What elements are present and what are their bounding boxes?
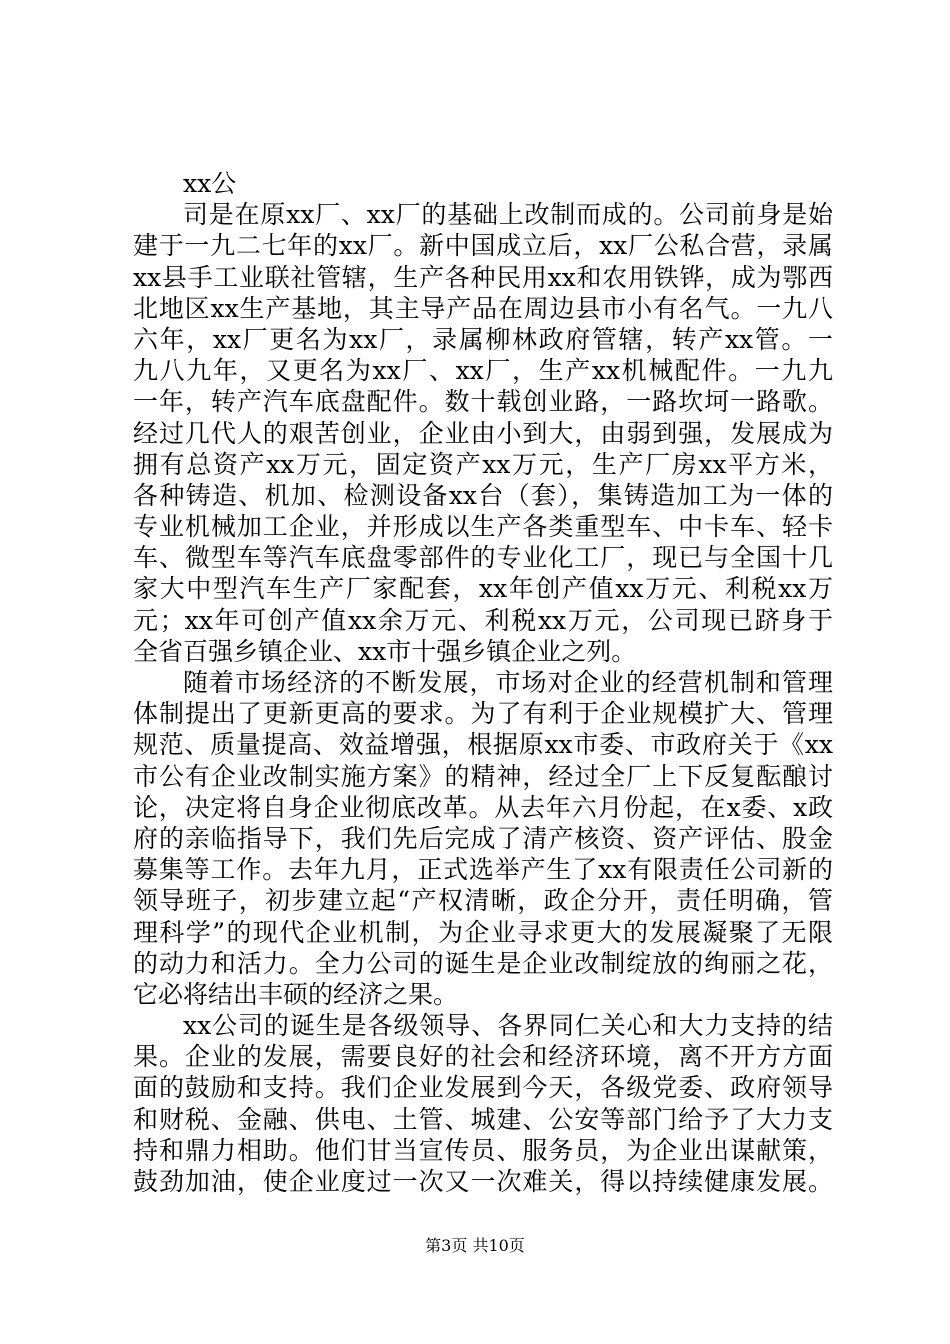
text-line: 一年，转产汽车底盘配件。数十载创业路，一路坎坷一路歌。 (133, 387, 833, 417)
text-line: 车、微型车等汽车底盘零部件的专业化工厂，现已与全国十几 (133, 543, 833, 573)
text-line: 鼓劲加油，使企业度过一次又一次难关，得以持续健康发展。 (133, 1167, 833, 1196)
text-line: 和财税、金融、供电、土管、城建、公安等部门给予了大力支 (133, 1104, 833, 1134)
page-footer: 第3页 共10页 (425, 1236, 525, 1255)
text-line: 北地区xx生产基地，其主导产品在周边县市小有名气。一九八 (133, 293, 833, 323)
text-line: 市公有企业改制实施方案》的精神，经过全厂上下反复酝酿讨 (133, 761, 833, 791)
text-line: xx公 (183, 169, 237, 198)
text-line: 理科学”的现代企业机制，为企业寻求更大的发展凝聚了无限 (133, 917, 833, 947)
text-line: 随着市场经济的不断发展，市场对企业的经营机制和管理 (183, 668, 833, 697)
text-line: 果。企业的发展，需要良好的社会和经济环境，离不开方方面 (133, 1042, 833, 1072)
text-line: 元；xx年可创产值xx余万元、利税xx万元，公司现已跻身于 (133, 605, 833, 635)
text-line: 专业机械加工企业，并形成以生产各类重型车、中卡车、轻卡 (133, 512, 833, 542)
text-line: 司是在原xx厂、xx厂的基础上改制而成的。公司前身是始 (183, 200, 833, 230)
text-line: 府的亲临指导下，我们先后完成了清产核资、资产评估、股金 (133, 823, 833, 853)
text-line: 募集等工作。去年九月，正式选举产生了xx有限责任公司新的 (133, 855, 833, 885)
text-line: 九八九年，又更名为xx厂、xx厂，生产xx机械配件。一九九 (133, 356, 833, 386)
text-line: xx县手工业联社管辖，生产各种民用xx和农用铁铧，成为鄂西 (133, 262, 833, 292)
text-line: 它必将结出丰硕的经济之果。 (133, 979, 459, 1009)
text-line: 各种铸造、机加、检测设备xx台（套），集铸造加工为一体的 (133, 480, 833, 510)
text-line: 全省百强乡镇企业、xx市十强乡镇企业之列。 (133, 636, 637, 666)
text-line: 领导班子，初步建立起“产权清晰，政企分开，责任明确，管 (133, 886, 833, 916)
text-line: 家大中型汽车生产厂家配套，xx年创产值xx万元、利税xx万 (133, 574, 833, 604)
text-line: 六年，xx厂更名为xx厂，录属柳林政府管辖，转产xx管。一 (133, 324, 833, 354)
body-text (133, 168, 833, 1197)
text-line: xx公司的诞生是各级领导、各界同仁关心和大力支持的结 (183, 1011, 833, 1041)
text-line: 经过几代人的艰苦创业，企业由小到大，由弱到强，发展成为 (133, 418, 833, 448)
text-line: 的动力和活力。全力公司的诞生是企业改制绽放的绚丽之花， (133, 948, 833, 978)
text-line: 拥有总资产xx万元，固定资产xx万元，生产厂房xx平方米， (133, 449, 833, 479)
text-line: 体制提出了更新更高的要求。为了有利于企业规模扩大、管理 (133, 699, 833, 729)
text-line: 规范、质量提高、效益增强，根据原xx市委、市政府关于《xx (133, 730, 833, 760)
text-line: 论，决定将自身企业彻底改革。从去年六月份起，在x委、x政 (133, 792, 833, 822)
text-line: 持和鼎力相助。他们甘当宣传员、服务员，为企业出谋献策， (133, 1135, 833, 1165)
text-line: 面的鼓励和支持。我们企业发展到今天，各级党委、政府领导 (133, 1073, 833, 1103)
text-line: 建于一九二七年的xx厂。新中国成立后，xx厂公私合营，录属 (133, 231, 833, 261)
